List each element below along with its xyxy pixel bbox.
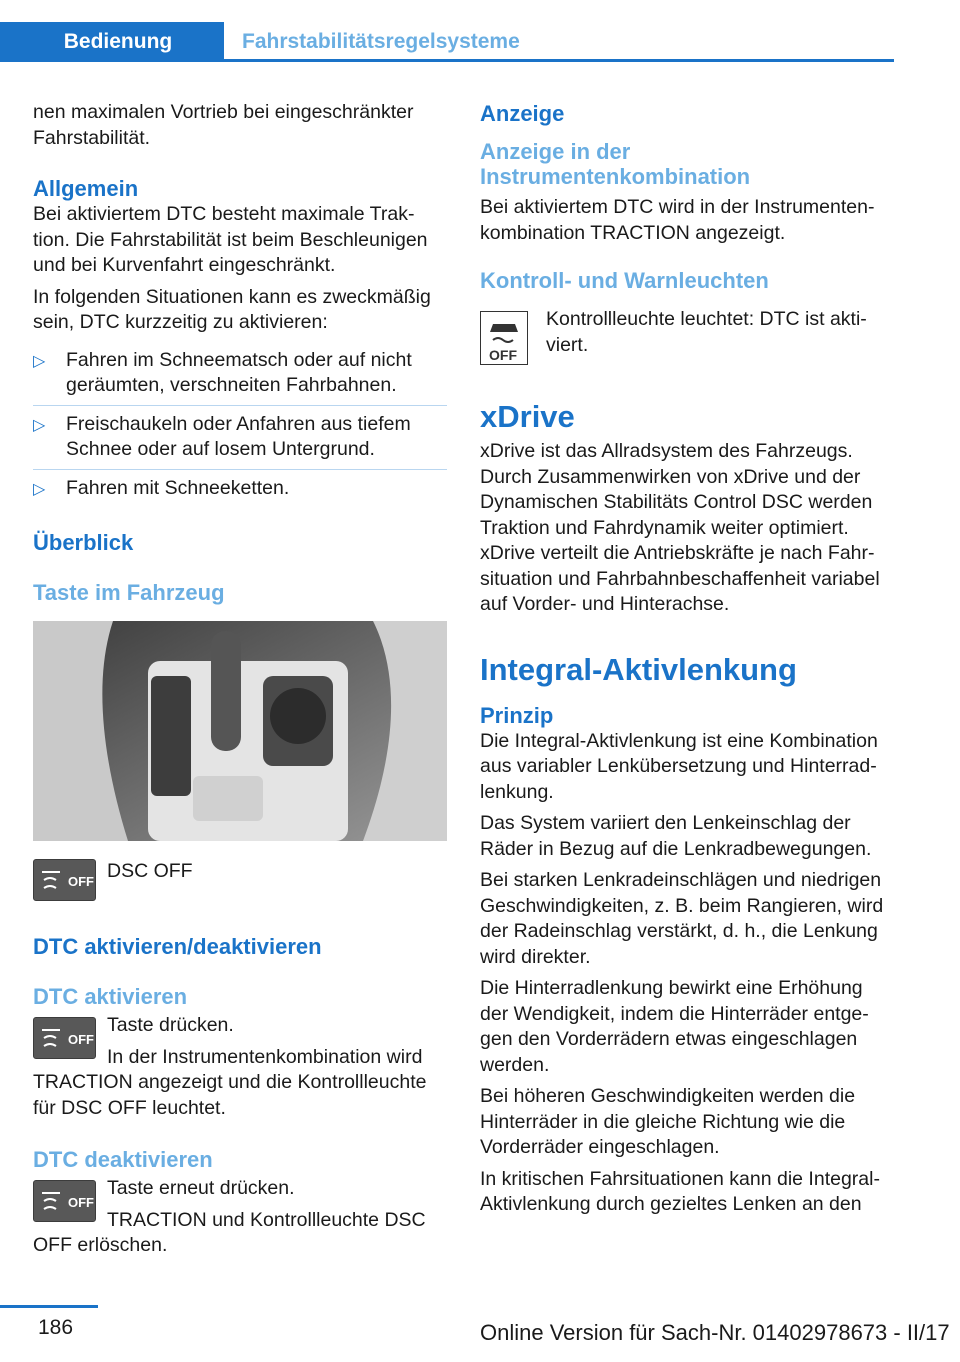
heading-taste-im-fahrzeug: Taste im Fahrzeug (33, 580, 225, 605)
dsc-off-row (33, 859, 447, 903)
anzeige-paragraph: Bei aktiviertem DTC wird in der Instrumenten-kombination TRACTION angezeigt. (480, 196, 875, 244)
tab-bedienung[interactable]: Bedienung (0, 22, 224, 62)
allgemein-paragraph-1: Bei aktiviertem DTC besteht maximale Trak-tion. Die Fahrstabilität ist beim Beschleunigen und bei Kurvenfahrt eingeschränkt. (33, 203, 428, 276)
right-column (480, 100, 894, 1228)
heading-xdrive: xDrive (480, 399, 575, 434)
heading-prinzip: Prinzip (480, 702, 554, 728)
list-item: ▷ Fahren mit Schneeketten. (33, 476, 447, 508)
dtc-on-row (33, 1013, 447, 1121)
heading-dtc-aktivieren-deaktivieren: DTC aktivieren/deaktivieren (33, 934, 322, 959)
xdrive-paragraph-2: xDrive verteilt die Antriebskräfte je nach Fahr-situation und Fahrbahnbeschaffenheit variabel auf Vorder- und Hinterachse. (480, 542, 880, 615)
prinzip-paragraph-5: Bei höheren Geschwindigkeiten werden die Hinterräder in die gleiche Richtung wie die Vorderräder eingeschlagen. (480, 1085, 856, 1158)
dtc-on-step: Taste drücken. (107, 1014, 234, 1036)
svg-text:OFF: OFF (68, 1032, 94, 1047)
triangle-bullet-icon: ▷ (33, 416, 46, 434)
traction-off-icon (480, 311, 528, 365)
dtc-off-step: Taste erneut drücken. (107, 1177, 295, 1199)
xdrive-paragraph-1: xDrive ist das Allradsystem des Fahrzeugs. Durch Zusammenwirken von xDrive und der Dynamischen Stabilitäts Control DSC werden Traktion und Fahrdynamik weiter optimiert. (480, 440, 873, 539)
traction-indicator-row (480, 307, 894, 369)
heading-anzeige: Anzeige (480, 101, 565, 126)
prinzip-paragraph-6: In kritischen Fahrsituationen kann die Integral-Aktivlenkung durch gezieltes Lenken an den (480, 1167, 880, 1215)
heading-allgemein: Allgemein (33, 176, 139, 201)
header-rule (0, 59, 894, 62)
dtc-off-row (33, 1176, 447, 1259)
prinzip-paragraph-4: Die Hinterradlenkung bewirkt eine Erhöhung der Wendigkeit, indem die Hinterräder entge-gen den Vorderrädern etwas eingeschlagen werden. (480, 977, 869, 1076)
prinzip-paragraph-3: Bei starken Lenkradeinschlägen und niedrigen Geschwindigkeiten, z. B. beim Rangieren, wird der Radeinschlag verstärkt, d. h., die Lenkung wird direkter. (480, 869, 884, 968)
allgemein-paragraph-2: In folgenden Situationen kann es zweckmäßig sein, DTC kurzzeitig zu aktivieren: (33, 285, 431, 333)
dsc-off-icon (33, 1180, 96, 1222)
center-console-photo (33, 621, 447, 841)
intro-text: nen maximalen Vortrieb bei eingeschränkter Fahrstabilität. (33, 101, 414, 149)
heading-dtc-aktivieren: DTC aktivieren (33, 984, 188, 1009)
heading-anzeige-instrumentenkombination: Anzeige in der Instrumentenkombination (480, 139, 751, 189)
page-header (0, 22, 894, 62)
footer-rule (0, 1305, 98, 1308)
footer-version: Online Version für Sach-Nr. 01402978673 - II/17 (480, 1320, 950, 1345)
prinzip-paragraph-2: Das System variiert den Lenkeinschlag der Räder in Bezug auf die Lenkradbewegungen. (480, 812, 872, 860)
dsc-off-label: DSC OFF (107, 860, 193, 882)
dsc-off-icon (33, 859, 96, 901)
list-item: ▷ Freischaukeln oder Anfahren aus tiefem Schnee oder auf losem Untergrund. (33, 412, 447, 470)
heading-kontroll-warnleuchten: Kontroll- und Warnleuchten (480, 268, 769, 293)
list-item: ▷ Fahren im Schneematsch oder auf nicht geräumten, verschneiten Fahrbahnen. (33, 348, 447, 406)
heading-integral-aktivlenkung: Integral-Aktivlenkung (480, 651, 797, 687)
svg-text:OFF: OFF (68, 874, 94, 889)
kontroll-paragraph: Kontrollleuchte leuchtet: DTC ist akti-viert. (546, 308, 867, 356)
prinzip-paragraph-1: Die Integral-Aktivlenkung ist eine Kombination aus variabler Lenkübersetzung und Hinterrad-lenkung. (480, 729, 878, 803)
svg-text:OFF: OFF (489, 347, 517, 363)
dtc-off-result: TRACTION und Kontrollleuchte DSC OFF erlöschen. (33, 1208, 426, 1256)
triangle-bullet-icon: ▷ (33, 480, 46, 498)
tab-fahrstabilitaetsregelsysteme[interactable]: Fahrstabilitätsregelsysteme (242, 30, 520, 53)
heading-ueberblick: Überblick (33, 530, 134, 555)
dsc-off-icon (33, 1017, 96, 1059)
page-number: 186 (38, 1316, 74, 1339)
situation-list (33, 348, 447, 508)
triangle-bullet-icon: ▷ (33, 352, 46, 370)
dtc-on-result: In der Instrumentenkombination wird TRACTION angezeigt und die Kontrollleuchte für DSC OFF leuchtet. (33, 1045, 427, 1119)
left-column (33, 100, 447, 1269)
svg-text:OFF: OFF (68, 1195, 94, 1210)
heading-dtc-deaktivieren: DTC deaktivieren (33, 1147, 213, 1172)
